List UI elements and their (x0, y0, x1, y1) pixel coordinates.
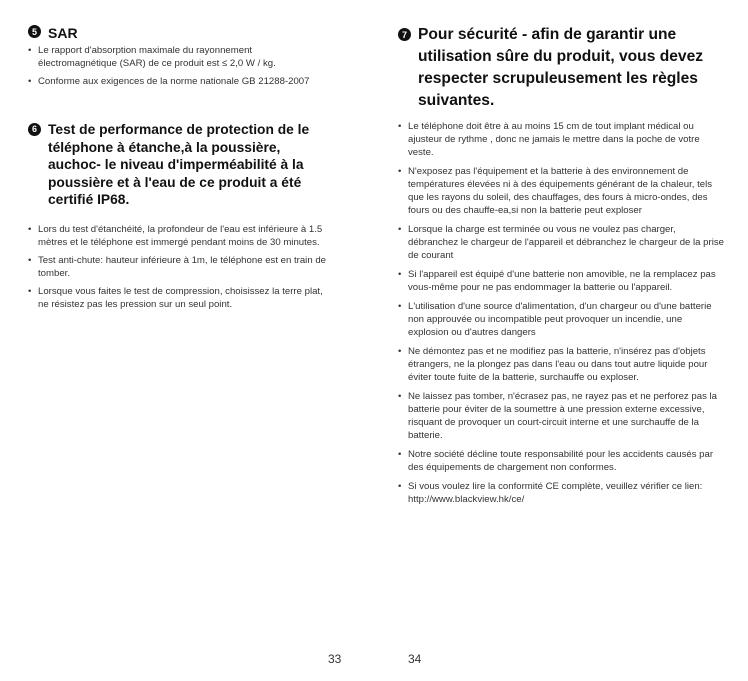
list-item: • N'exposez pas l'équipement et la batterie à des environnement de températures élevées ni à des équipements générant de la chaleur, tels que les rayons du soleil, des chauffages, des fours à micro-ondes, des fours ou des chauffe-ea,si non la batterie peut exploser (398, 165, 724, 217)
list-item: • Le téléphone doit être à au moins 15 cm de tout implant médical ou ajusteur de rythme , donc ne jamais le mettre dans la poche de votre veste. (398, 120, 724, 159)
section-title: SAR (48, 25, 78, 41)
list-item: • Si l'appareil est équipé d'une batterie non amovible, ne la remplacez pas vous-même pour ne pas endommager la batterie ou l'appareil. (398, 268, 724, 294)
section-title: Test de performance de protection de le téléphone à étanche,à la poussière, auchoc- le niveau d'imperméabilité à la poussière et à l'eau de ce produit a été certifié IP68. (48, 122, 310, 207)
section-title: Pour sécurité - afin de garantir une utilisation sûre du produit, vous devez respecter scrupuleusement les règles suivantes. (418, 26, 704, 109)
section-number-badge: 5 (28, 25, 41, 38)
section-performance-heading (28, 121, 334, 209)
safety-bullet-list (398, 120, 724, 506)
performance-bullet-list (28, 223, 333, 311)
page-number-left: 33 (328, 652, 342, 666)
section-sar-heading (28, 25, 78, 41)
list-item: • Lors du test d'étanchéité, la profondeur de l'eau est inférieure à 1.5 mètres et le téléphone est immergé pendant moins de 30 minutes. (28, 223, 333, 249)
list-item: • Lorsque la charge est terminée ou vous ne voulez pas charger, débranchez le chargeur de l'appareil et débranchez le chargeur de la prise de courant (398, 223, 724, 262)
list-item: • Conforme aux exigences de la norme nationale GB 21288-2007 (28, 75, 328, 88)
list-item: • Ne laissez pas tomber, n'écrasez pas, ne rayez pas et ne perforez pas la batterie pour éviter de la soumettre à une pression externe excessive, risquant de provoquer un court-circuit interne et une surchauffe de la batterie. (398, 390, 724, 442)
section-number-badge: 7 (398, 28, 411, 41)
list-item: • Lorsque vous faites le test de compression, choisissez la terre plat, ne résistez pas les pression sur un seul point. (28, 285, 333, 311)
list-item: • L'utilisation d'une source d'alimentation, d'un chargeur ou d'une batterie non approuvée ou incompatible peut provoquer un incendie, une explosion ou d'autres dangers (398, 300, 724, 339)
list-item: • Si vous voulez lire la conformité CE complète, veuillez vérifier ce lien: http://www.blackview.hk/ce/ (398, 480, 724, 506)
list-item: • Ne démontez pas et ne modifiez pas la batterie, n'insérez pas d'objets étrangers, ne la plongez pas dans l'eau ou dans tout autre liquide pour éviter toute fuite de la batterie, surchauffe ou exploser. (398, 345, 724, 384)
section-number-badge: 6 (28, 123, 41, 136)
list-item: • Test anti-chute: hauteur inférieure à 1m, le téléphone est en train de tomber. (28, 254, 333, 280)
list-item: • Le rapport d'absorption maximale du rayonnement électromagnétique (SAR) de ce produit est ≤ 2,0 W / kg. (28, 44, 328, 70)
page-number-right: 34 (408, 652, 422, 666)
section-safety-heading (398, 24, 720, 112)
list-item: • Notre société décline toute responsabilité pour les accidents causés par des équipements de chargement non conformes. (398, 448, 724, 474)
sar-bullet-list (28, 44, 328, 88)
